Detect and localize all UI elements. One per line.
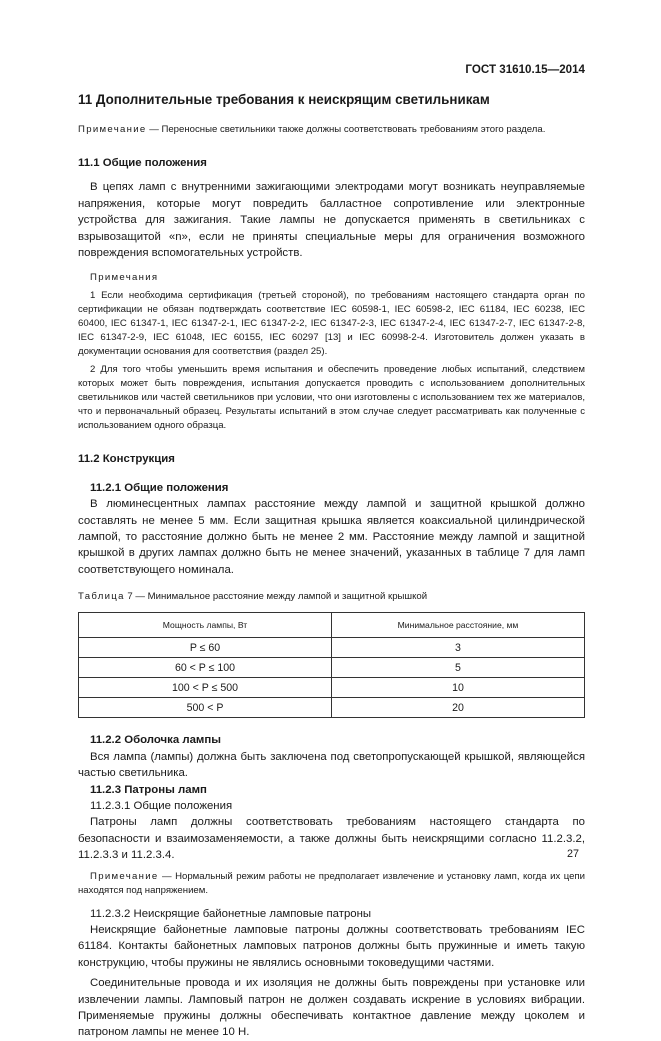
table-header-row (79, 613, 585, 638)
subsection-title-11-2-3: 11.2.3 Патроны ламп (90, 783, 207, 796)
table-cell: 20 (332, 698, 585, 718)
paragraph: Вся лампа (лампы) должна быть заключена под светопропускающей крышкой, являющейся частью светильника. (78, 750, 585, 780)
section-title: 11 Дополнительные требования к неискрящим светильникам (78, 92, 490, 107)
table-header-cell: Минимальное расстояние, мм (332, 613, 585, 638)
note-paragraph (78, 123, 585, 137)
paragraph: Соединительные провода и их изоляция не должны быть повреждены при установке или извлечении лампы. Ламповый патрон не должен создавать искрение в условиях вибрации. Применяемые пружины должны обеспечивать контактное давление между цоколем и патроном лампы не менее 10 Н. (78, 977, 585, 1039)
page-number: 27 (567, 848, 580, 860)
table-header-cell: Мощность лампы, Вт (79, 613, 332, 638)
table-cell: 10 (332, 678, 585, 698)
table-cell: 3 (332, 638, 585, 658)
table-row (79, 638, 585, 658)
table-cell: 60 < P ≤ 100 (79, 658, 332, 678)
subsection-title-11-2: 11.2 Конструкция (78, 453, 175, 466)
paragraph: В люминесцентных лампах расстояние между лампой и защитной крышкой должно составлять не менее 5 мм. Если защитная крышка является коаксиальной цилиндрической лампой, то расстояние должно быть не менее 2 мм. Расстояние между лампой и защитной крышкой в других лампах должно быть не менее значений, указанных в таблице 7 для ламп соответствующего номинала. (78, 498, 585, 576)
subsection-title-11-2-2: 11.2.2 Оболочка лампы (90, 734, 221, 747)
table-row (79, 698, 585, 718)
subsection-title-11-2-3-2: 11.2.3.2 Неискрящие байонетные ламповые патроны (90, 907, 372, 920)
table-cell: 500 < P (79, 698, 332, 718)
table-row (79, 658, 585, 678)
paragraph: В цепях ламп с внутренними зажигающими электродами могут возникать неуправляемые напряжения, которые могут повредить балластное сопротивление или электронные устройства для зажигания. Такие лампы не допускается применять в светильниках с взрывозащитой «n», если не приняты специальные меры для ограничения возможного повреждения вспомогательных устройств. (78, 181, 585, 260)
note-text: — Переносные светильники также должны соответствовать требованиям этого раздела. (146, 124, 546, 135)
note-label: Примечание (78, 124, 147, 135)
subsection-title-11-2-1: 11.2.1 Общие положения (90, 481, 229, 494)
table-cell: 5 (332, 658, 585, 678)
note-paragraph: Примечание — Нормальный режим работы не предполагает извлечение и установку ламп, когда их цепи находятся под напряжением. (78, 870, 585, 896)
table-cell: 100 < P ≤ 500 (79, 678, 332, 698)
table-row (79, 678, 585, 698)
standard-header: ГОСТ 31610.15—2014 (465, 63, 585, 76)
paragraph: Неискрящие байонетные ламповые патроны должны соответствовать требованиям IEC 61184. Контакты байонетных ламповых патронов должны быть пружинные и иметь такую конструкцию, чтобы пружины не являлись основными токоведущими частями. (78, 923, 585, 969)
distance-table (78, 612, 585, 718)
subsection-title-11-2-3-1: 11.2.3.1 Общие положения (90, 799, 233, 812)
subsection-title-11-1: 11.1 Общие положения (78, 157, 207, 169)
note-item-1: 1 Если необходима сертификация (третьей стороной), по требованиям настоящего стандарта орган по сертификации не обязан подтверждать соответствие IEC 60598-1, IEC 60598-2, IEC 61184, IEC 60238, IEC 60400, IEC 61347-1, IEC 61347-2-1, IEC 61347-2-2, IEC 61347-2-3, IEC 61347-2-4, IEC 61347-2-7, IEC 61347-2-8, IEC 61347-2-9, IEC 61048, IEC 60155, IEC 60297 [13] и IEC 60998-2-4. Изготовитель должен указать в документации основания для соответствия (раздел 25). (78, 290, 585, 358)
notes-label: Примечания (90, 272, 159, 284)
note-item-2: 2 Для того чтобы уменьшить время испытания и обеспечить проведение любых испытаний, следствием которых может быть повреждения, испытания допускается проводить с использованием дополнительных светильников или частей светильников при условии, что они изготовлены с использованием тех же материалов, что и первоначальный образец. Результаты испытаний в этом случае следует рассматривать как полученные с использованием одного образца. (78, 364, 585, 432)
table-cell: P ≤ 60 (79, 638, 332, 658)
table-caption: Таблица 7 — Минимальное расстояние между лампой и защитной крышкой (78, 591, 428, 603)
paragraph: Патроны ламп должны соответствовать требованиям настоящего стандарта по безопасности и взаимозаменяемости, а также должны быть неискрящими согласно 11.2.3.2, 11.2.3.3 и 11.2.3.4. (78, 816, 585, 862)
